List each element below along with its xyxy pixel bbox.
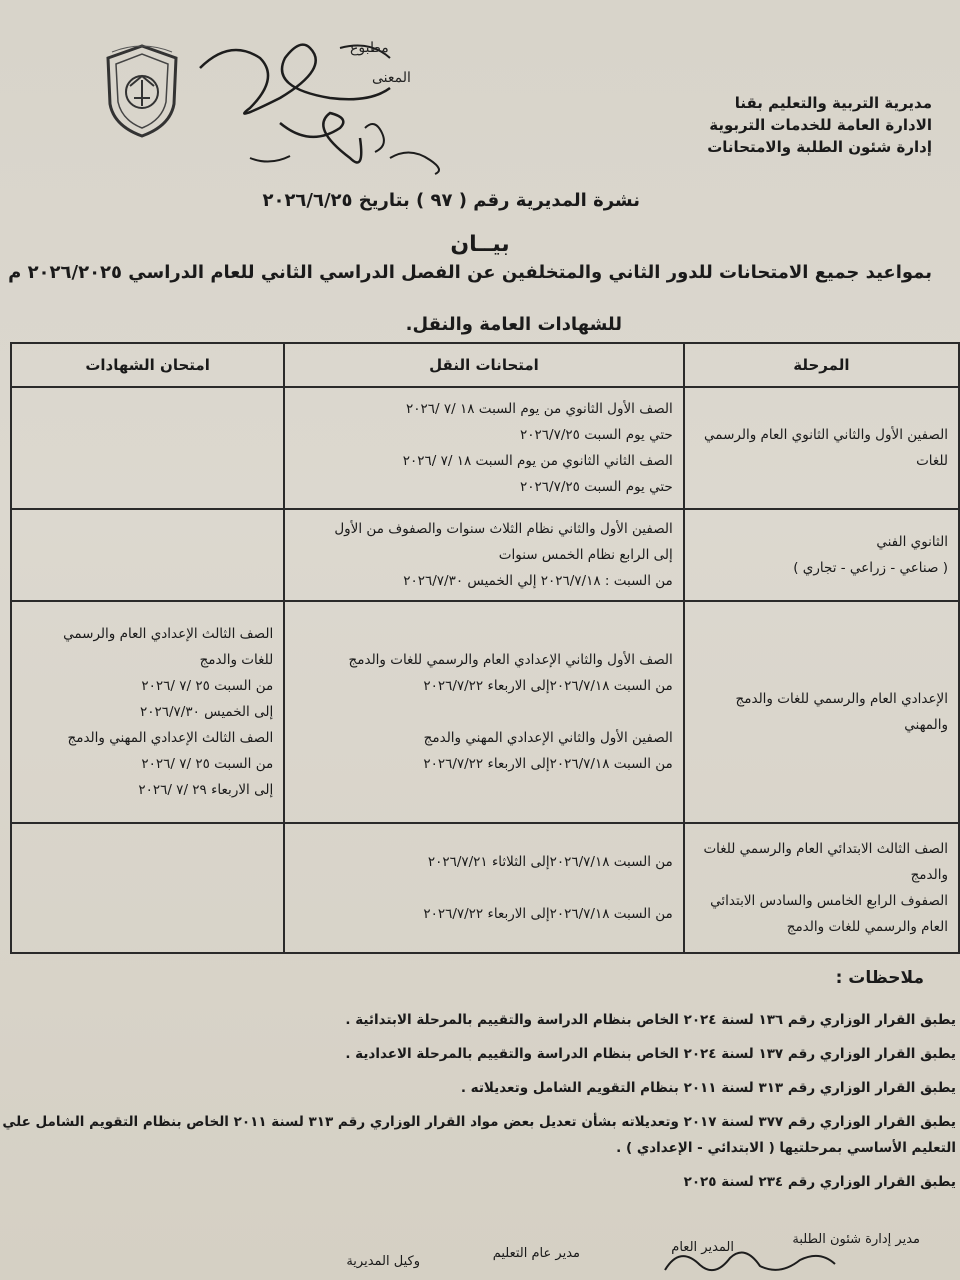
footer-signature-scribble-icon (660, 1240, 840, 1278)
cell-stage: الصفين الأول والثاني الثانوي العام والرسمي للغات (684, 387, 959, 509)
note-item: يطبق القرار الوزاري رقم ٢٣٤ لسنة ٢٠٢٥ (683, 1174, 956, 1190)
table-row (11, 823, 959, 953)
official-seal-icon (100, 40, 184, 140)
header-transfer-exams: امتحانات النقل (284, 343, 684, 387)
signature-general-director: المدير العام (671, 1240, 734, 1255)
header-stage: المرحلة (684, 343, 959, 387)
cell-transfer: الصف الأول والثاني الإعدادي العام والرسمي للغات والدمج من السبت ٢٠٢٦/٧/١٨إلى الاربعاء ٢٠٢٦/٧/٢٢ الصفين الأول والثاني الإعدادي المهني والدمج من السبت ٢٠٢٦/٧/١٨إلى الاربعاء ٢٠٢٦/٧/٢٢ (284, 601, 684, 823)
table-header-row (11, 343, 959, 387)
header-certificate-exams: امتحان الشهادات (11, 343, 284, 387)
cell-transfer: من السبت ٢٠٢٦/٧/١٨إلى الثلاثاء ٢٠٢٦/٧/٢١ من السبت ٢٠٢٦/٧/١٨إلى الاربعاء ٢٠٢٦/٧/٢٢ (284, 823, 684, 953)
handwritten-note-word1: مطبوع (350, 40, 389, 56)
exam-schedule-table (10, 342, 960, 954)
notes-title: ملاحظات : (835, 968, 924, 988)
note-item: التعليم الأساسي بمرحلتيها ( الابتدائي - الإعدادي ) . (616, 1140, 956, 1156)
statement-title: بيــان (450, 232, 510, 257)
cell-transfer: الصفين الأول والثاني نظام الثلاث سنوات والصفوف من الأول إلى الرابع نظام الخمس سنوات من السبت : ٢٠٢٦/٧/١٨ إلي الخميس ٢٠٢٦/٧/٣٠ (284, 509, 684, 601)
note-item: يطبق القرار الوزاري رقم ٣٧٧ لسنة ٢٠١٧ وتعديلاته بشأن تعديل بعض مواد القرار الوزاري رقم ٣١٣ لسنة ٢٠١١ الخاص بنظام التقويم الشامل علي (2, 1114, 956, 1130)
note-item: يطبق القرار الوزاري رقم ٣١٣ لسنة ٢٠١١ بنظام التقويم الشامل وتعديلاته . (460, 1080, 956, 1096)
subject-line-2: للشهادات العامة والنقل. (405, 314, 622, 335)
cell-certificates (11, 509, 284, 601)
signature-student-affairs-director: مدير إدارة شئون الطلبة (792, 1232, 920, 1247)
table-row (11, 601, 959, 823)
header-line-admin: الادارة العامة للخدمات التربوية (709, 116, 932, 134)
cell-transfer: الصف الأول الثانوي من يوم السبت ١٨ /٧ /٢٠٢٦ حتي يوم السبت ٢٠٢٦/٧/٢٥ الصف الثاني الثانوي من يوم السبت ١٨ /٧ /٢٠٢٦ حتي يوم السبت ٢٠٢٦/٧/٢٥ (284, 387, 684, 509)
directorate-header (672, 92, 932, 158)
cell-stage: الإعدادي العام والرسمي للغات والدمج والمهني (684, 601, 959, 823)
bulletin-number: نشرة المديرية رقم ( ٩٧ ) بتاريخ ٢٠٢٦/٦/٢٥ (262, 190, 640, 211)
header-line-department: إدارة شئون الطلبة والامتحانات (707, 138, 932, 156)
note-item: يطبق القرار الوزاري رقم ١٣٧ لسنة ٢٠٢٤ الخاص بنظام الدراسة والتقييم بالمرحلة الاعدادية . (345, 1046, 956, 1062)
cell-certificates (11, 823, 284, 953)
notes-list (2, 1010, 956, 1206)
cell-certificates: الصف الثالث الإعدادي العام والرسمي للغات والدمج من السبت ٢٥ /٧ /٢٠٢٦ إلى الخميس ٢٠٢٦/٧/٣٠ الصف الثالث الإعدادي المهني والدمج من السبت ٢٥ /٧ /٢٠٢٦ إلى الاربعاء ٢٩ /٧ /٢٠٢٦ (11, 601, 284, 823)
cell-certificates (11, 387, 284, 509)
subject-line-1: بمواعيد جميع الامتحانات للدور الثاني والمتخلفين عن الفصل الدراسي الثاني للعام الدراسي ٢٠٢٦/٢٠٢٥ م (8, 262, 932, 283)
handwritten-note-word2: المعنى (372, 70, 411, 86)
table-row (11, 387, 959, 509)
note-item: يطبق القرار الوزاري رقم ١٣٦ لسنة ٢٠٢٤ الخاص بنظام الدراسة والتقييم بالمرحلة الابتدائية . (345, 1012, 956, 1028)
signature-deputy-director: وكيل المديرية (346, 1254, 420, 1269)
cell-stage: الثانوي الفني ( صناعي - زراعي - تجاري ) (684, 509, 959, 601)
signature-education-director: مدير عام التعليم (492, 1246, 580, 1261)
table-row (11, 509, 959, 601)
cell-stage: الصف الثالث الابتدائي العام والرسمي للغات والدمج الصفوف الرابع الخامس والسادس الابتدائي العام والرسمي للغات والدمج (684, 823, 959, 953)
header-line-directorate: مديرية التربية والتعليم بقنا (734, 94, 932, 112)
